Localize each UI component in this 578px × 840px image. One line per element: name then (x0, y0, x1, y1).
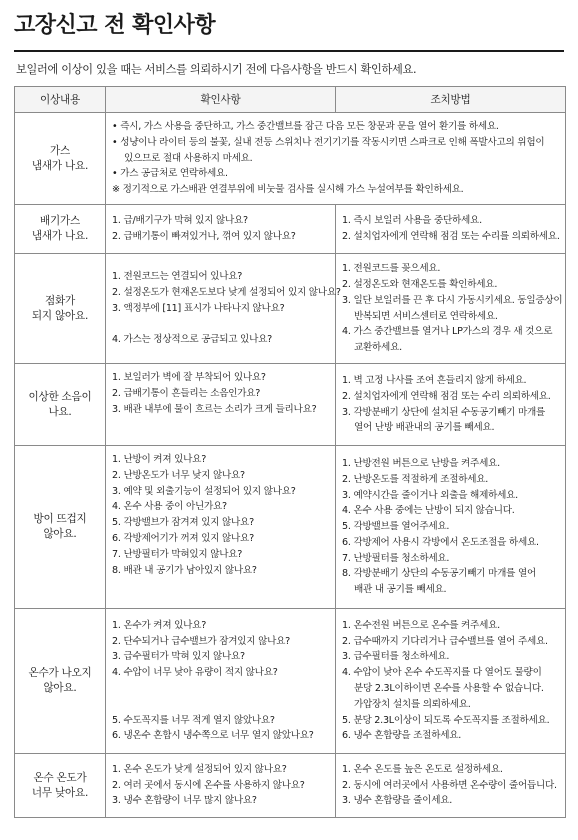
list-item: 2. 난방온도가 너무 낮지 않나요? (112, 469, 245, 481)
symptom-line: 너무 낮아요. (31, 786, 89, 799)
list-item: 1. 난방전원 버튼으로 난방을 켜주세요. (342, 457, 500, 469)
symptom-line: 가스 (50, 144, 70, 157)
table-header-row (15, 87, 566, 113)
check-cell (106, 364, 336, 446)
table-row-gas (15, 113, 566, 205)
list-item: 8. 각방분배기 상단의 수동공기빼기 마개를 열어 (342, 568, 536, 580)
intro-text: 보일러에 이상이 있을 때는 서비스를 의뢰하시기 전에 다음사항을 반드시 확인하세요. (16, 63, 417, 76)
list-item: 5. 분당 2.3L이상이 되도록 수도꼭지를 조절하세요. (342, 714, 550, 726)
table-row (15, 446, 566, 609)
list-item: 5. 수도꼭지를 너무 적게 열지 않았나요? (112, 714, 275, 726)
title-divider (14, 50, 564, 52)
troubleshooting-table (14, 86, 566, 818)
action-cell (336, 254, 566, 364)
action-cell (336, 446, 566, 609)
list-item: 2. 동시에 여러곳에서 사용하면 온수량이 줄어듭니다. (342, 779, 557, 791)
list-item: ※ 정기적으로 가스배관 연결부위에 비눗물 검사를 실시해 가스 누설여부를 확인하세요. (112, 184, 464, 196)
page-title: 고장신고 전 확인사항 (14, 13, 216, 38)
list-item: 2. 설정온도와 현재온도를 확인하세요. (342, 278, 498, 290)
symptom-cell (15, 754, 106, 818)
symptom-line: 온수 온도가 (33, 771, 87, 784)
spacer (112, 697, 329, 713)
list-item: 3. 냉수 혼합량이 너무 많지 않나요? (112, 795, 257, 807)
symptom-line: 나요. (48, 405, 72, 418)
symptom-cell (15, 364, 106, 446)
list-item: 3. 급수필터를 청소하세요. (342, 651, 450, 663)
check-cell (106, 609, 336, 754)
table-row (15, 205, 566, 254)
list-item: 있으므로 절대 사용하지 마세요. (124, 152, 253, 164)
symptom-cell (15, 254, 106, 364)
list-item: • 가스 공급처로 연락하세요. (112, 168, 228, 180)
list-item: 6. 각방제어기가 꺼져 있지 않나요? (112, 532, 254, 544)
list-item: 2. 여러 곳에서 동시에 온수를 사용하지 않나요? (112, 779, 305, 791)
list-item: 1. 전원코드를 꽂으세요. (342, 263, 441, 275)
list-item: 2. 급배기통이 흔들리는 소음인가요? (112, 387, 261, 399)
table-row (15, 754, 566, 818)
symptom-cell (15, 205, 106, 254)
table-row (15, 364, 566, 446)
list-item: 3. 각방분배기 상단에 설치된 수동공기빼기 마개를 (342, 406, 546, 418)
list-item: 5. 각방밸브가 잠겨져 있지 않나요? (112, 517, 254, 529)
symptom-cell (15, 113, 106, 205)
list-item: 가압장치 설치를 의뢰하세요. (354, 698, 471, 710)
list-item: 1. 온수 온도가 낮게 설정되어 있지 않나요? (112, 763, 287, 775)
symptom-cell (15, 446, 106, 609)
action-cell (336, 205, 566, 254)
check-cell (106, 205, 336, 254)
action-cell (336, 364, 566, 446)
list-item: 열어 난방 배관내의 공기를 빼세요. (354, 422, 495, 434)
list-item: 7. 난방필터를 청소하세요. (342, 552, 450, 564)
symptom-line: 냄새가 나요. (31, 230, 89, 242)
header-action: 조치방법 (336, 87, 566, 113)
check-cell (106, 446, 336, 609)
list-item: 1. 난방이 켜져 있나요? (112, 454, 207, 465)
list-item: 2. 설치업자에게 연락해 점검 또는 수리를 의뢰하세요. (342, 231, 560, 242)
list-item: 2. 설정온도가 현재온도보다 낮게 설정되어 있지 않나요? (112, 286, 341, 298)
symptom-line: 되지 않아요. (31, 309, 89, 322)
table-row (15, 254, 566, 364)
gas-instructions (106, 113, 566, 205)
list-item: 2. 난방온도를 적절하게 조절하세요. (342, 473, 489, 485)
symptom-line: 않아요. (43, 528, 77, 540)
list-item: 분당 2.3L이하이면 온수를 사용할 수 없습니다. (354, 683, 544, 694)
header-symptom: 이상내용 (15, 87, 106, 113)
list-item: 8. 배관 내 공기가 남아있지 않나요? (112, 564, 257, 576)
symptom-line: 않아요. (43, 682, 77, 694)
list-item: 3. 예약시간을 줄이거나 외출을 해제하세요. (342, 489, 518, 501)
list-item: 교환하세요. (354, 342, 402, 354)
check-cell (106, 754, 336, 818)
symptom-line: 배기가스 (40, 215, 80, 227)
list-item: 4. 수압이 낮아 온수 수도꼭지를 다 열어도 물량이 (342, 667, 542, 679)
symptom-line: 이상한 소음이 (28, 390, 92, 403)
symptom-line: 점화가 (45, 294, 75, 307)
action-cell (336, 609, 566, 754)
list-item: 7. 난방필터가 막혀있지 않나요? (112, 548, 243, 560)
list-item: 2. 급수때까지 기다리거나 급수밸브를 열어 주세요. (342, 635, 548, 647)
list-item: 4. 온수 사용 중에는 난방이 되지 않습니다. (342, 505, 515, 517)
list-item: 4. 온수 사용 중이 아닌가요? (112, 501, 227, 513)
table-row (15, 609, 566, 754)
symptom-cell (15, 609, 106, 754)
list-item: 2. 단수되거나 급수밸브가 잠겨있지 않나요? (112, 635, 290, 647)
list-item: 1. 온수 온도를 높은 온도로 설정하세요. (342, 763, 503, 775)
list-item: 1. 온수가 켜져 있나요? (112, 619, 207, 631)
list-item: 6. 각방제어 사용시 각방에서 온도조절을 하세요. (342, 536, 539, 548)
symptom-line: 냄새가 나요. (31, 159, 89, 172)
action-cell (336, 754, 566, 818)
list-item: 2. 설치업자에게 연락해 점검 또는 수리 의뢰하세요. (342, 390, 551, 402)
header-check: 확인사항 (106, 87, 336, 113)
list-item: • 성냥이나 라이터 등의 불꽃, 실내 전등 스위치나 전기기기를 작동시키면 스파크로 인해 폭발사고의 위험이 (112, 136, 545, 148)
list-item: 3. 배관 내부에 물이 흐르는 소리가 크게 들리나요? (112, 403, 317, 415)
list-item: 1. 전원코드는 연결되어 있나요? (112, 271, 243, 282)
list-item: 4. 수압이 너무 낮아 유량이 적지 않나요? (112, 667, 278, 679)
list-item: 4. 가스는 정상적으로 공급되고 있나요? (112, 334, 272, 346)
list-item: 3. 냉수 혼합량을 줄이세요. (342, 795, 453, 807)
list-item: 2. 급배기통이 빠져있거나, 꺾여 있지 않나요? (112, 231, 296, 242)
list-item: 3. 급수필터가 막혀 있지 않나요? (112, 651, 245, 663)
list-item: 배관 내 공기를 빼세요. (354, 584, 447, 596)
check-cell (106, 254, 341, 364)
list-item: 6. 냉온수 혼합시 냉수쪽으로 너무 열지 않았나요? (112, 730, 314, 742)
list-item: 1. 온수전원 버튼으로 온수를 켜주세요. (342, 619, 500, 631)
list-item: 4. 가스 중간밸브를 열거나 LP가스의 경우 새 것으로 (342, 326, 553, 338)
list-item: 3. 예약 및 외출기능이 설정되어 있지 않나요? (112, 485, 296, 497)
list-item: 1. 벽 고정 나사를 조여 흔들리지 않게 하세요. (342, 374, 527, 386)
list-item: 5. 각방밸브를 열어주세요. (342, 521, 450, 533)
list-item: 1. 급/배기구가 막혀 있지 않나요? (112, 215, 248, 227)
list-item: • 즉시, 가스 사용을 중단하고, 가스 중간밸브를 잠근 다음 모든 창문과 문을 열어 환기를 하세요. (112, 121, 499, 132)
list-item: 3. 액정부에 [11] 표시가 나타나지 않나요? (112, 302, 285, 314)
spacer (112, 316, 329, 332)
list-item: 6. 냉수 혼합량을 조절하세요. (342, 730, 462, 742)
list-item: 3. 일단 보일러를 끈 후 다시 가동시키세요. 동일증상이 (342, 294, 563, 306)
symptom-line: 온수가 나오지 (28, 667, 92, 679)
list-item: 반복되면 서비스센터로 연락하세요. (354, 310, 498, 322)
list-item: 1. 보일러가 벽에 잘 부착되어 있나요? (112, 372, 266, 383)
spacer (112, 681, 329, 697)
list-item: 1. 즉시 보일러 사용을 중단하세요. (342, 215, 482, 227)
symptom-line: 방이 뜨겁지 (33, 513, 87, 525)
